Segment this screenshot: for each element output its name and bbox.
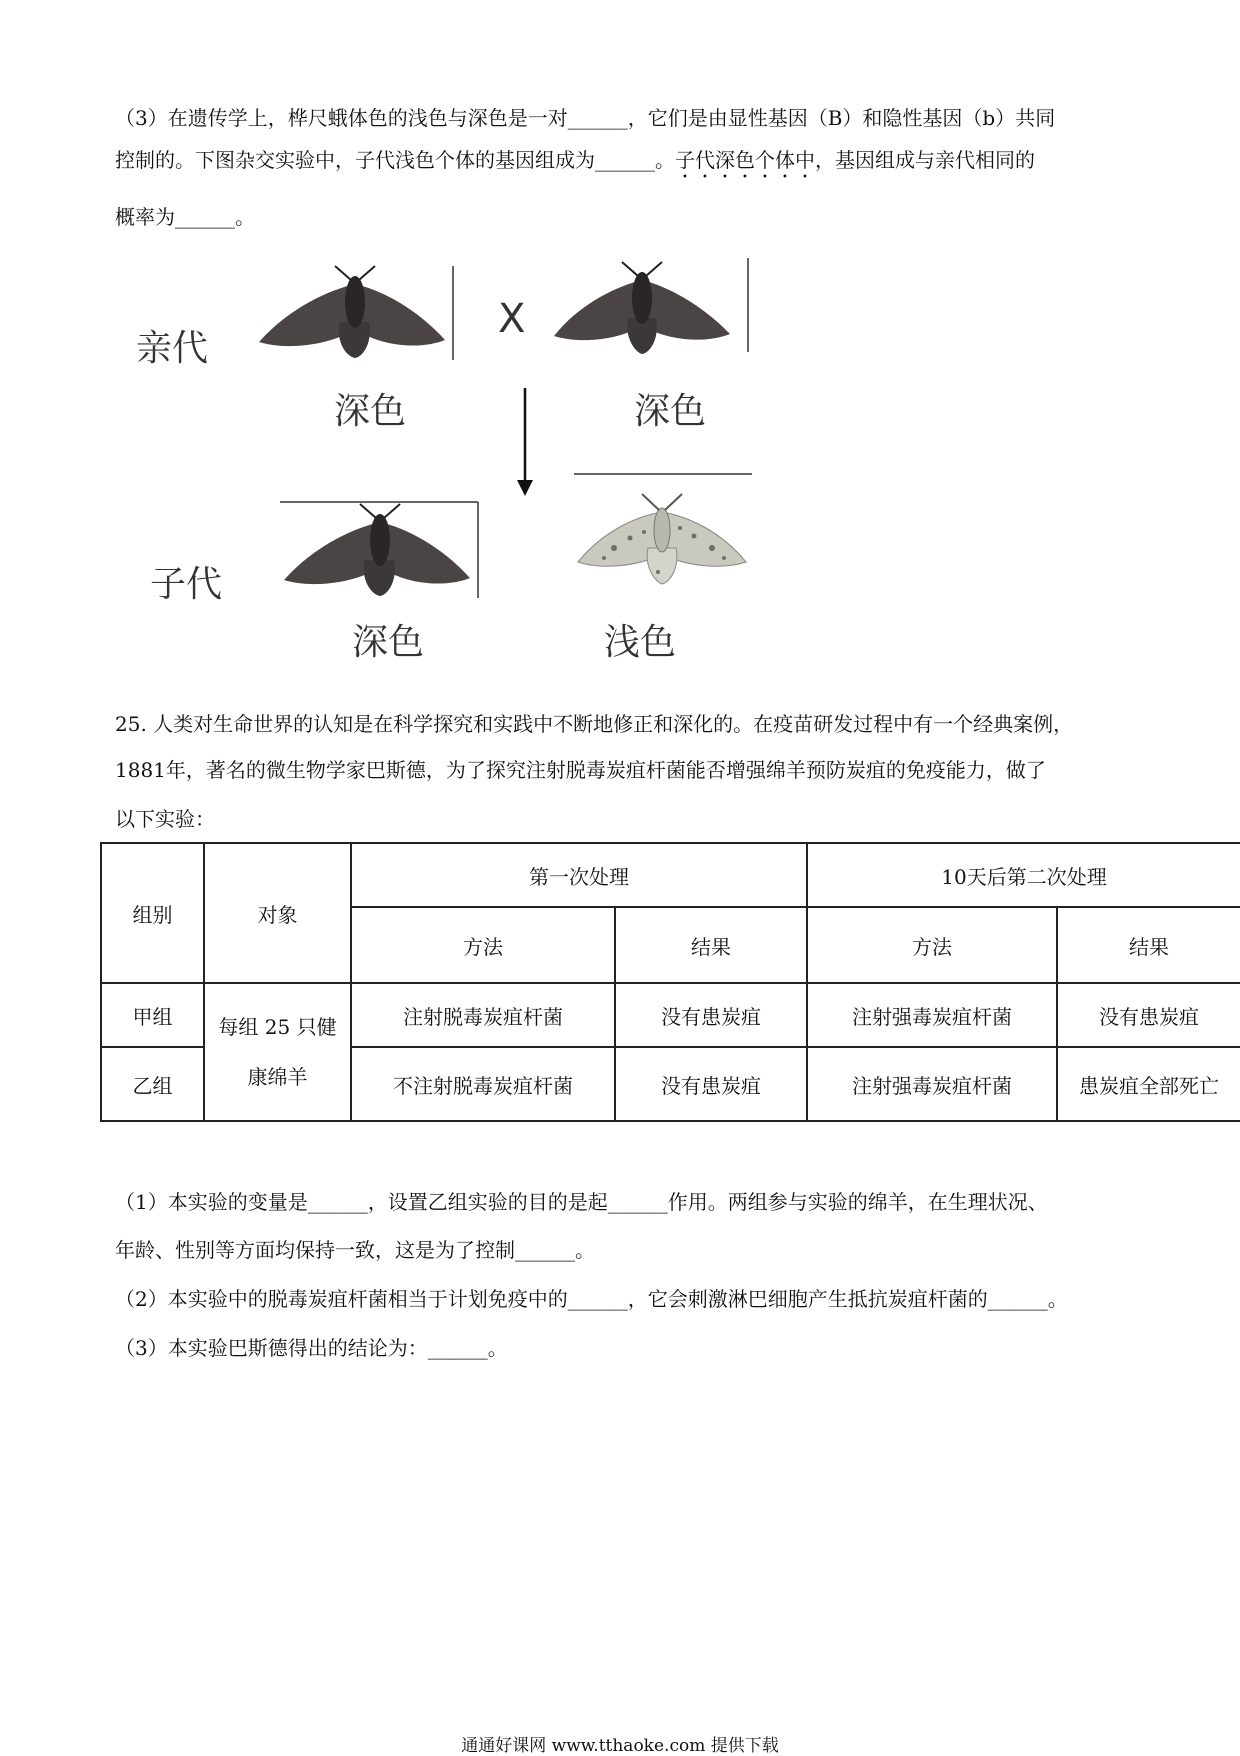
dark-moth-parent-left-image <box>255 262 455 362</box>
q25-line3: 以下实验： <box>115 807 215 831</box>
emphasized-text: 子代深色个体中 <box>675 148 815 172</box>
q25-sub3: （3）本实验巴斯德得出的结论为：______。 <box>115 1336 508 1360</box>
dark-moth-parent-right-image <box>550 258 750 358</box>
row-method-1: 注射脱毒炭疽杆菌 <box>351 983 615 1047</box>
child-left-color: 深色 <box>352 622 425 663</box>
footer: 通通好课网 www.tthaoke.com 提供下载 <box>461 1736 779 1756</box>
row-method-2: 注射强毒炭疽杆菌 <box>807 983 1057 1047</box>
subject-cell: 每组 25 只健 康绵羊 <box>204 983 351 1121</box>
header-first-treatment: 第一次处理 <box>351 843 807 907</box>
header-method-1: 方法 <box>351 907 615 983</box>
dark-moth-offspring-image <box>280 500 480 600</box>
row-group: 甲组 <box>101 983 204 1047</box>
row-result-1: 没有患炭疽 <box>615 983 807 1047</box>
row-method-2: 注射强毒炭疽杆菌 <box>807 1047 1057 1121</box>
child-right-color: 浅色 <box>604 622 677 663</box>
header-subject: 对象 <box>204 843 351 983</box>
offspring-label: 子代 <box>150 564 223 605</box>
header-result-1: 结果 <box>615 907 807 983</box>
experiment-table <box>100 842 1240 1122</box>
light-moth-offspring-image <box>574 472 754 588</box>
row-method-1: 不注射脱毒炭疽杆菌 <box>351 1047 615 1121</box>
q24-3-line1: （3）在遗传学上，桦尺蛾体色的浅色与深色是一对______，它们是由显性基因（B）和隐性基因（b）共同 <box>115 106 1056 130</box>
header-second-treatment: 10天后第二次处理 <box>807 843 1240 907</box>
q24-3-line3: 概率为______。 <box>115 205 255 229</box>
row-result-2: 没有患炭疽 <box>1057 983 1240 1047</box>
q25-line2: 1881年，著名的微生物学家巴斯德，为了探究注射脱毒炭疽杆菌能否增强绵羊预防炭疽的免疫能力，做了 <box>115 758 1046 782</box>
header-group: 组别 <box>101 843 204 983</box>
row-result-1: 没有患炭疽 <box>615 1047 807 1121</box>
header-result-2: 结果 <box>1057 907 1240 983</box>
parent-left-color: 深色 <box>334 391 407 432</box>
parent-label: 亲代 <box>136 328 209 369</box>
parent-right-color: 深色 <box>634 391 707 432</box>
q25-sub1-line2: 年龄、性别等方面均保持一致，这是为了控制______。 <box>115 1238 595 1262</box>
q25-line1: 25. 人类对生命世界的认知是在科学探究和实践中不断地修正和深化的。在疫苗研发过程中有一个经典案例， <box>115 712 1074 736</box>
header-method-2: 方法 <box>807 907 1057 983</box>
q25-sub2: （2）本实验中的脱毒炭疽杆菌相当于计划免疫中的______，它会刺激淋巴细胞产生抵抗炭疽杆菌的______。 <box>115 1287 1068 1311</box>
down-arrow-icon <box>514 388 536 498</box>
table-row <box>101 983 1240 1047</box>
cross-symbol: X <box>498 296 526 342</box>
q24-3-line2: 控制的。下图杂交实验中，子代浅色个体的基因组成为______。子代深色个体中，基因组成与亲代相同的 <box>115 148 1035 172</box>
row-group: 乙组 <box>101 1047 204 1121</box>
q25-sub1-line1: （1）本实验的变量是______，设置乙组实验的目的是起______作用。两组参与实验的绵羊，在生理状况、 <box>115 1190 1048 1214</box>
row-result-2: 患炭疽全部死亡 <box>1057 1047 1240 1121</box>
